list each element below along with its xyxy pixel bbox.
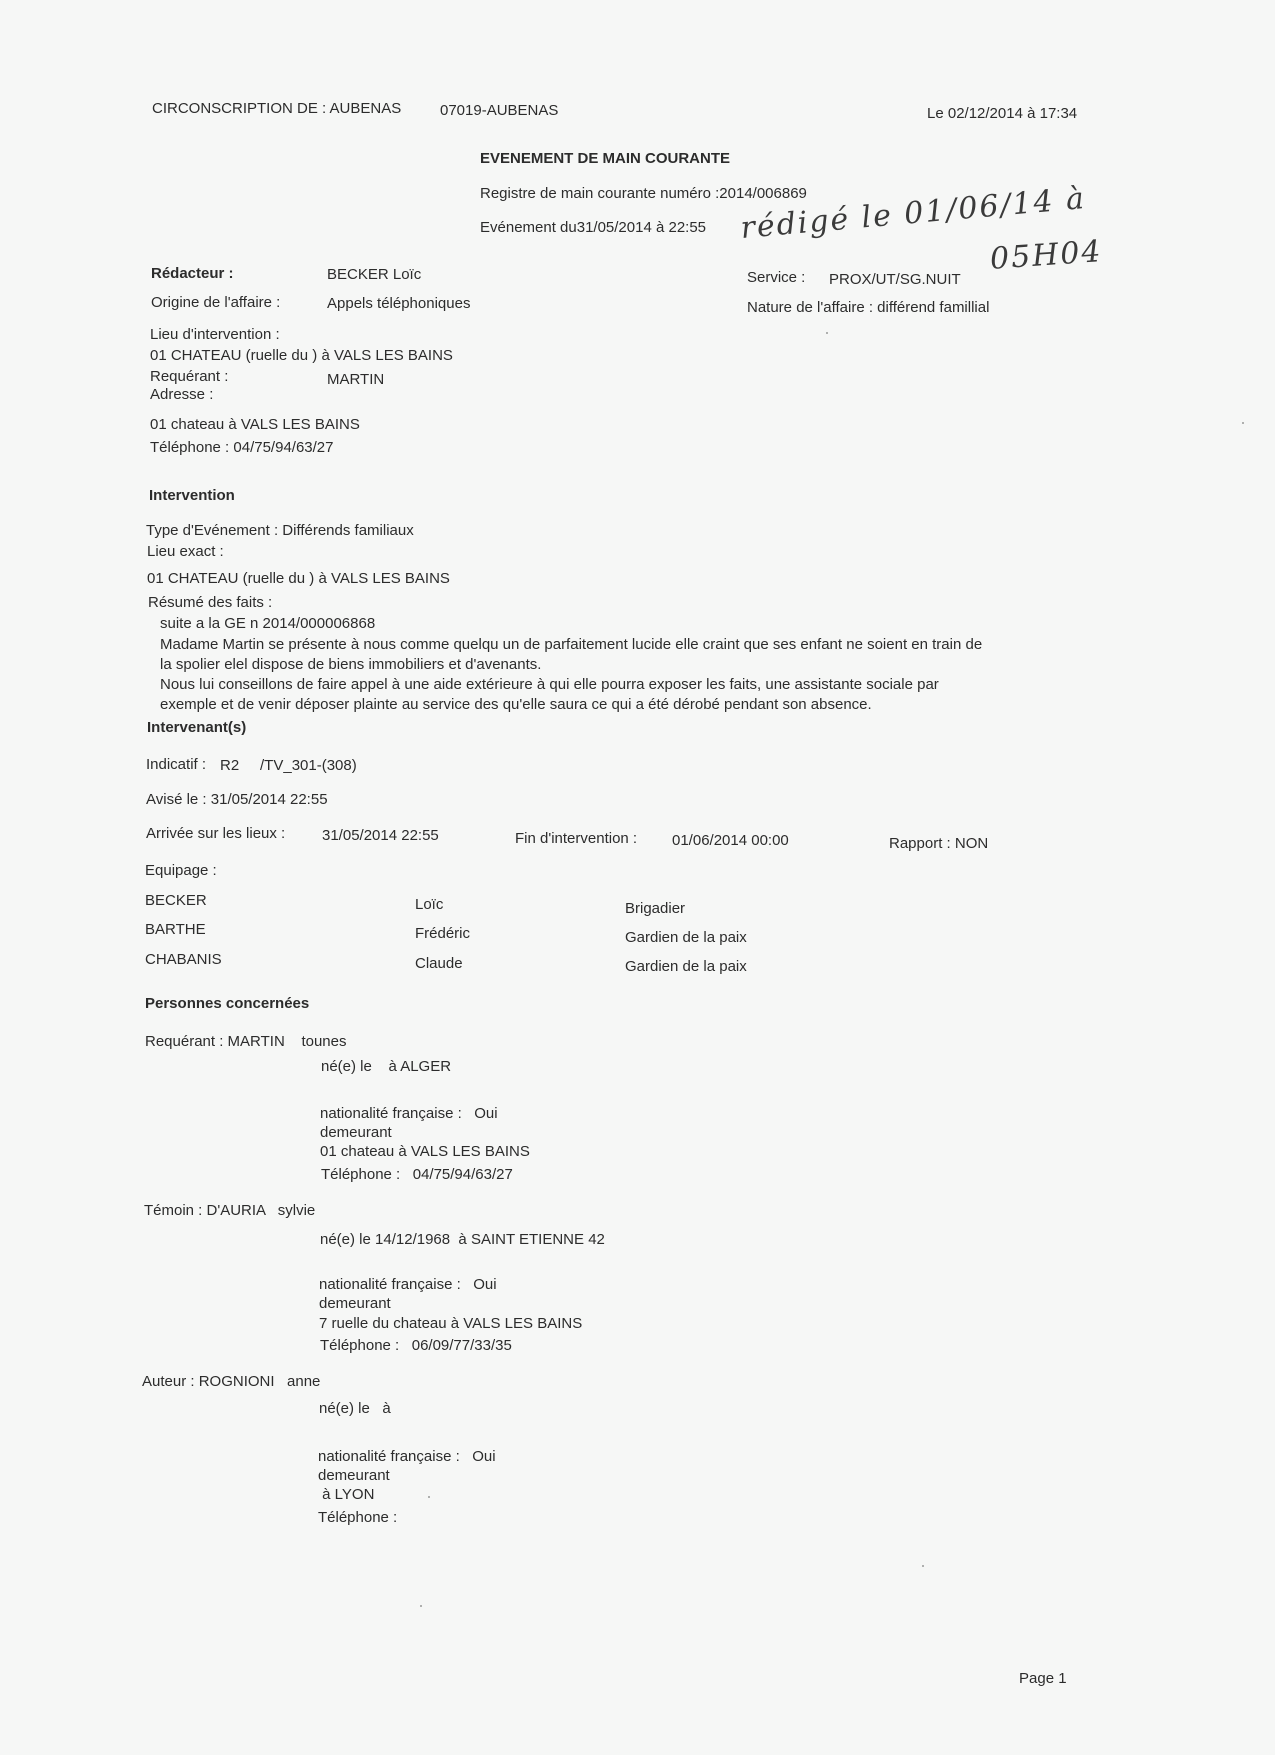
evenement-date: Evénement du31/05/2014 à 22:55 (480, 219, 707, 236)
personnes-heading: Personnes concernées (145, 995, 310, 1012)
equipage-label: Equipage : (145, 862, 217, 879)
intervenants-heading: Intervenant(s) (147, 719, 247, 736)
person-telephone: Téléphone : 04/75/94/63/27 (321, 1166, 513, 1183)
equipage-nom: BARTHE (145, 921, 206, 938)
page-number: Page 1 (1019, 1670, 1067, 1687)
person-nationalite: nationalité française : Oui (319, 1276, 497, 1293)
person-nationalite: nationalité française : Oui (320, 1105, 498, 1122)
equipage-prenom: Claude (415, 955, 463, 972)
scan-speck (1242, 422, 1244, 424)
resume-line: la spolier elel dispose de biens immobiliers et d'avenants. (160, 656, 542, 673)
person-naissance: né(e) le à ALGER (321, 1058, 452, 1075)
registre-number: Registre de main courante numéro :2014/006869 (480, 185, 807, 202)
lieu-intervention-value: 01 CHATEAU (ruelle du ) à VALS LES BAINS (150, 347, 453, 364)
indicatif-value: R2 /TV_301-(308) (220, 757, 357, 774)
resume-line: Nous lui conseillons de faire appel à une aide extérieure à qui elle pourra exposer les faits, une assistante sociale par (160, 676, 939, 693)
adresse-value: 01 chateau à VALS LES BAINS (150, 416, 360, 433)
person-naissance: né(e) le 14/12/1968 à SAINT ETIENNE 42 (320, 1231, 605, 1248)
fin-value: 01/06/2014 00:00 (672, 832, 789, 849)
person-demeurant: demeurant (320, 1124, 392, 1141)
scan-speck (922, 1565, 924, 1567)
indicatif-label: Indicatif : (146, 756, 207, 773)
arrivee-value: 31/05/2014 22:55 (322, 827, 439, 844)
redacteur-label: Rédacteur : (151, 265, 234, 282)
intervention-heading: Intervention (149, 487, 235, 504)
origine-value: Appels téléphoniques (327, 295, 471, 312)
equipage-prenom: Frédéric (415, 925, 471, 942)
person-demeurant: demeurant (319, 1295, 391, 1312)
service-label: Service : (747, 269, 806, 286)
handwritten-note-line1: rédigé le 01/06/14 à (739, 180, 1088, 247)
circonscription-code: 07019-AUBENAS (440, 102, 559, 119)
scan-speck (826, 332, 828, 334)
service-value: PROX/UT/SG.NUIT (829, 271, 961, 288)
person-demeurant: demeurant (318, 1467, 390, 1484)
person-naissance: né(e) le à (319, 1400, 391, 1417)
type-evenement: Type d'Evénement : Différends familiaux (146, 522, 414, 539)
circonscription: CIRCONSCRIPTION DE : AUBENAS (152, 100, 402, 117)
scan-speck (420, 1605, 422, 1607)
person-role: Auteur : ROGNIONI anne (142, 1373, 321, 1390)
document-title: EVENEMENT DE MAIN COURANTE (480, 150, 731, 167)
rapport: Rapport : NON (889, 835, 989, 852)
equipage-prenom: Loïc (415, 896, 444, 913)
avise-le: Avisé le : 31/05/2014 22:55 (146, 791, 328, 808)
equipage-grade: Gardien de la paix (625, 929, 747, 946)
equipage-grade: Brigadier (625, 900, 686, 917)
lieu-intervention-label: Lieu d'intervention : (150, 326, 280, 343)
person-adresse: 7 ruelle du chateau à VALS LES BAINS (319, 1315, 583, 1332)
resume-label: Résumé des faits : (148, 594, 273, 611)
equipage-grade: Gardien de la paix (625, 958, 747, 975)
resume-line: suite a la GE n 2014/000006868 (160, 615, 376, 632)
equipage-nom: BECKER (145, 892, 207, 909)
person-role: Requérant : MARTIN tounes (145, 1033, 347, 1050)
requerant-label: Requérant : (150, 368, 229, 385)
person-adresse: à LYON (318, 1486, 375, 1503)
equipage-nom: CHABANIS (145, 951, 222, 968)
person-telephone: Téléphone : (318, 1509, 398, 1526)
person-adresse: 01 chateau à VALS LES BAINS (320, 1143, 530, 1160)
arrivee-label: Arrivée sur les lieux : (146, 825, 286, 842)
fin-label: Fin d'intervention : (515, 830, 638, 847)
redacteur-value: BECKER Loïc (327, 266, 422, 283)
person-role: Témoin : D'AURIA sylvie (144, 1202, 316, 1219)
origine-label: Origine de l'affaire : (151, 294, 281, 311)
scan-speck (428, 1496, 430, 1498)
lieu-exact-value: 01 CHATEAU (ruelle du ) à VALS LES BAINS (147, 570, 450, 587)
nature-affaire: Nature de l'affaire : différend famillial (747, 299, 990, 316)
resume-line: exemple et de venir déposer plainte au service des qu'elle saura ce qui a été dérobé pendant son absence. (160, 696, 872, 713)
person-nationalite: nationalité française : Oui (318, 1448, 496, 1465)
print-date: Le 02/12/2014 à 17:34 (927, 105, 1078, 122)
adresse-label: Adresse : (150, 386, 214, 403)
requerant-value: MARTIN (327, 371, 385, 388)
person-telephone: Téléphone : 06/09/77/33/35 (320, 1337, 512, 1354)
handwritten-note-line2: 05H04 (988, 234, 1104, 277)
resume-line: Madame Martin se présente à nous comme quelqu un de parfaitement lucide elle craint que ses enfant ne soient en train de (160, 636, 983, 653)
lieu-exact-label: Lieu exact : (147, 543, 224, 560)
telephone: Téléphone : 04/75/94/63/27 (150, 439, 334, 456)
